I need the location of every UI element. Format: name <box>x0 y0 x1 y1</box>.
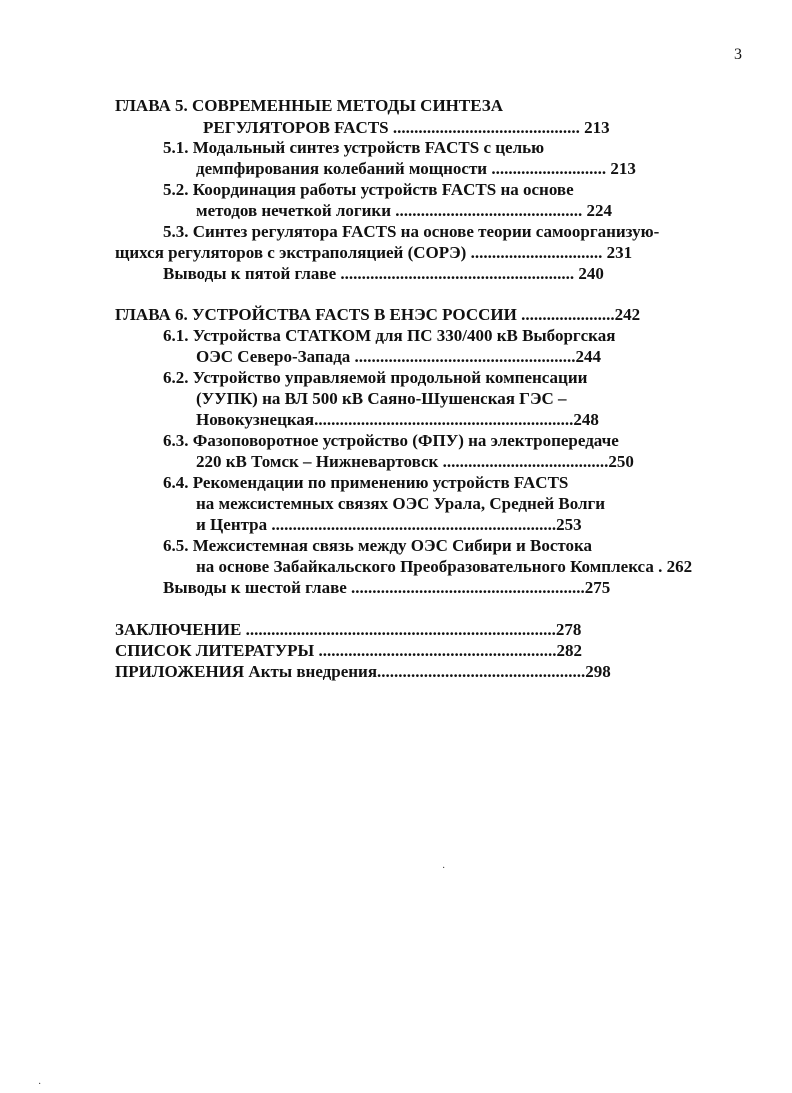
toc-section-6-4-cont2: и Центра ...................................................................253 <box>196 515 582 534</box>
toc-chapter-5-conclusion: Выводы к пятой главе ....................................................... 240 <box>163 264 604 283</box>
toc-section-5-3: 5.3. Синтез регулятора FACTS на основе теории самоорганизую- <box>163 222 660 241</box>
scan-speck-corner: · <box>38 1079 42 1090</box>
toc-section-5-2: 5.2. Координация работы устройств FACTS на основе <box>163 180 574 199</box>
toc-section-6-4-cont: на межсистемных связях ОЭС Урала, Средней Волги <box>196 494 606 513</box>
toc-chapter-5-title-cont: РЕГУЛЯТОРОВ FACTS ............................................ 213 <box>203 118 610 137</box>
toc-section-6-5: 6.5. Межсистемная связь между ОЭС Сибири и Востока <box>163 536 593 555</box>
toc-section-6-1-cont: ОЭС Северо-Запада ....................................................244 <box>196 347 602 366</box>
toc-section-6-1: 6.1. Устройства СТАТКОМ для ПС 330/400 кВ Выборгская <box>163 326 616 345</box>
toc-section-5-1: 5.1. Модальный синтез устройств FACTS с целью <box>163 138 545 157</box>
toc-section-5-2-cont: методов нечеткой логики ............................................ 224 <box>196 201 613 220</box>
toc-section-6-2-cont: (УУПК) на ВЛ 500 кВ Саяно-Шушенская ГЭС – <box>196 389 567 408</box>
toc-section-6-3-cont: 220 кВ Томск – Нижневартовск .......................................250 <box>196 452 634 471</box>
page-number: 3 <box>734 46 742 63</box>
toc-appendix <box>115 662 611 682</box>
toc-section-5-1-cont: демпфирования колебаний мощности ........................... 213 <box>196 159 636 178</box>
toc-conclusion: ЗАКЛЮЧЕНИЕ .........................................................................278 <box>115 620 582 639</box>
toc-chapter-6-title: ГЛАВА 6. УСТРОЙСТВА FACTS В ЕНЭС РОССИИ ......................242 <box>115 305 641 324</box>
toc-section-6-2: 6.2. Устройство управляемой продольной компенсации <box>163 368 588 387</box>
toc-section-6-3: 6.3. Фазоповоротное устройство (ФПУ) на электропередаче <box>163 431 619 450</box>
toc-section-6-5-cont: на основе Забайкальского Преобразовательного Комплекса . 262 <box>196 557 693 576</box>
toc-appendix-bold: ПРИЛОЖЕНИЯ <box>115 662 245 681</box>
toc-section-6-2-cont2: Новокузнецкая.............................................................248 <box>196 410 599 429</box>
toc-literature: СПИСОК ЛИТЕРАТУРЫ ........................................................282 <box>115 641 583 660</box>
toc-section-6-4: 6.4. Рекомендации по применению устройств FACTS <box>163 473 569 492</box>
toc-appendix-rest: Акты внедрения.................................................298 <box>244 662 611 681</box>
toc-chapter-6-conclusion: Выводы к шестой главе .......................................................275 <box>163 578 611 597</box>
scan-speck: · <box>442 863 446 874</box>
toc-chapter-5-title: ГЛАВА 5. СОВРЕМЕННЫЕ МЕТОДЫ СИНТЕЗА <box>115 96 504 115</box>
toc-section-5-3-cont: щихся регуляторов с экстраполяцией (СОРЭ) ............................... 231 <box>115 243 633 262</box>
